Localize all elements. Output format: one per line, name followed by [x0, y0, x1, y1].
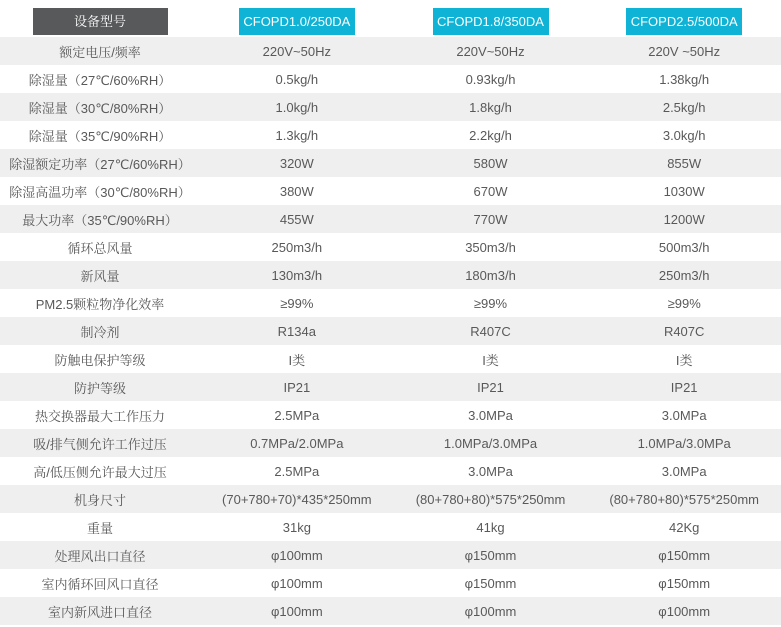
model-3-header: CFOPD2.5/500DA	[626, 8, 742, 35]
table-row	[0, 373, 781, 401]
table-row	[0, 233, 781, 261]
row-label: 除湿额定功率（27℃/60%RH）	[9, 156, 191, 172]
cell-value: 455W	[279, 211, 314, 227]
table-row	[0, 429, 781, 457]
row-label: 高/低压侧允许最大过压	[33, 464, 167, 480]
row-label: 室内新风进口直径	[47, 604, 152, 620]
table-row	[0, 37, 781, 65]
cell-value: 1200W	[663, 211, 705, 227]
row-label: 重量	[86, 520, 113, 536]
cell-value: 130m3/h	[271, 267, 323, 283]
cell-value: 1.38kg/h	[659, 71, 710, 87]
cell-value: φ100mm	[464, 603, 517, 619]
table-row	[0, 121, 781, 149]
cell-value: 220V~50Hz	[262, 43, 331, 59]
spec-table-body	[0, 37, 781, 625]
header-col-model-3	[587, 8, 781, 35]
header-col-label	[0, 8, 200, 35]
row-label: 防护等级	[73, 380, 126, 396]
cell-value: 855W	[667, 155, 702, 171]
cell-value: IP21	[477, 379, 504, 395]
row-label: PM2.5颗粒物净化效率	[35, 296, 165, 312]
cell-value: φ150mm	[464, 575, 517, 591]
cell-value: IP21	[283, 379, 311, 395]
row-label: 吸/排气侧允许工作过压	[33, 436, 167, 452]
cell-value: 1030W	[663, 183, 705, 199]
cell-value: R407C	[470, 323, 511, 339]
row-label: 机身尺寸	[73, 492, 126, 508]
table-row	[0, 177, 781, 205]
cell-value: 3.0MPa	[468, 463, 513, 479]
table-row	[0, 205, 781, 233]
cell-value: 41kg	[476, 519, 505, 535]
table-row	[0, 597, 781, 625]
cell-value: (70+780+70)*435*250mm	[222, 491, 372, 507]
model-2-header: CFOPD1.8/350DA	[433, 8, 549, 35]
cell-value: 1.3kg/h	[275, 127, 319, 143]
cell-value: I类	[675, 352, 693, 368]
cell-value: ≥99%	[667, 295, 701, 311]
row-label: 新风量	[80, 268, 120, 284]
table-row	[0, 513, 781, 541]
table-row	[0, 401, 781, 429]
cell-value: 2.5MPa	[274, 463, 320, 479]
table-row	[0, 65, 781, 93]
cell-value: 1.0MPa/3.0MPa	[443, 435, 538, 451]
table-row	[0, 345, 781, 373]
device-model-header: 设备型号	[33, 8, 168, 35]
cell-value: 2.2kg/h	[469, 127, 512, 143]
cell-value: ≥99%	[473, 295, 508, 311]
cell-value: 3.0MPa	[661, 407, 707, 423]
cell-value: I类	[482, 352, 499, 368]
cell-value: 220V ~50Hz	[648, 43, 721, 59]
row-label: 除湿高温功率（30℃/80%RH）	[9, 184, 191, 200]
cell-value: (80+780+80)*575*250mm	[415, 491, 566, 507]
row-label: 处理风出口直径	[54, 548, 146, 564]
cell-value: 0.5kg/h	[275, 71, 319, 87]
cell-value: 3.0MPa	[661, 463, 707, 479]
table-row	[0, 289, 781, 317]
row-label: 室内循环回风口直径	[41, 576, 159, 592]
table-row	[0, 569, 781, 597]
row-label: 热交换器最大工作压力	[34, 408, 165, 424]
row-label: 循环总风量	[67, 240, 133, 256]
cell-value: 380W	[279, 183, 314, 199]
cell-value: 1.0MPa/3.0MPa	[637, 435, 731, 451]
cell-value: 1.0kg/h	[275, 99, 319, 115]
row-label: 除湿量（27℃/60%RH）	[28, 72, 172, 88]
cell-value: φ100mm	[658, 603, 711, 619]
header-col-model-1	[200, 8, 394, 35]
cell-value: 580W	[473, 155, 508, 171]
cell-value: 31kg	[282, 519, 311, 535]
cell-value: R407C	[663, 323, 705, 339]
cell-value: (80+780+80)*575*250mm	[609, 491, 759, 507]
row-label: 除湿量（30℃/80%RH）	[28, 100, 172, 116]
cell-value: 0.7MPa/2.0MPa	[250, 435, 344, 451]
cell-value: 670W	[473, 183, 508, 199]
table-row	[0, 485, 781, 513]
cell-value: R134a	[277, 323, 316, 339]
cell-value: 500m3/h	[658, 239, 710, 255]
header-col-model-2	[394, 8, 588, 35]
table-row	[0, 457, 781, 485]
row-label: 额定电压/频率	[59, 44, 141, 60]
row-label: 制冷剂	[80, 324, 120, 340]
row-label: 除湿量（35℃/90%RH）	[28, 128, 172, 144]
cell-value: φ100mm	[270, 603, 323, 619]
cell-value: 250m3/h	[271, 239, 323, 255]
table-row	[0, 261, 781, 289]
table-row	[0, 317, 781, 345]
cell-value: 320W	[279, 155, 314, 171]
cell-value: φ150mm	[658, 575, 711, 591]
cell-value: φ100mm	[270, 575, 323, 591]
cell-value: 3.0MPa	[468, 407, 513, 423]
row-label: 防触电保护等级	[54, 352, 146, 368]
model-1-header: CFOPD1.0/250DA	[239, 8, 355, 35]
cell-value: φ100mm	[270, 547, 323, 563]
cell-value: φ150mm	[464, 547, 517, 563]
row-label: 最大功率（35℃/90%RH）	[22, 212, 178, 228]
cell-value: 0.93kg/h	[465, 71, 516, 87]
cell-value: 350m3/h	[465, 239, 516, 255]
cell-value: 220V~50Hz	[456, 43, 525, 59]
table-row	[0, 93, 781, 121]
cell-value: 770W	[473, 211, 508, 227]
cell-value: I类	[288, 352, 306, 368]
cell-value: ≥99%	[280, 295, 314, 311]
cell-value: 42Kg	[668, 519, 700, 535]
header-row	[0, 0, 781, 37]
table-row	[0, 541, 781, 569]
cell-value: IP21	[670, 379, 698, 395]
table-row	[0, 149, 781, 177]
cell-value: 1.8kg/h	[469, 99, 512, 115]
cell-value: 2.5MPa	[274, 407, 320, 423]
cell-value: 250m3/h	[658, 267, 710, 283]
cell-value: φ150mm	[658, 547, 711, 563]
cell-value: 3.0kg/h	[662, 127, 706, 143]
cell-value: 2.5kg/h	[662, 99, 706, 115]
cell-value: 180m3/h	[465, 267, 516, 283]
